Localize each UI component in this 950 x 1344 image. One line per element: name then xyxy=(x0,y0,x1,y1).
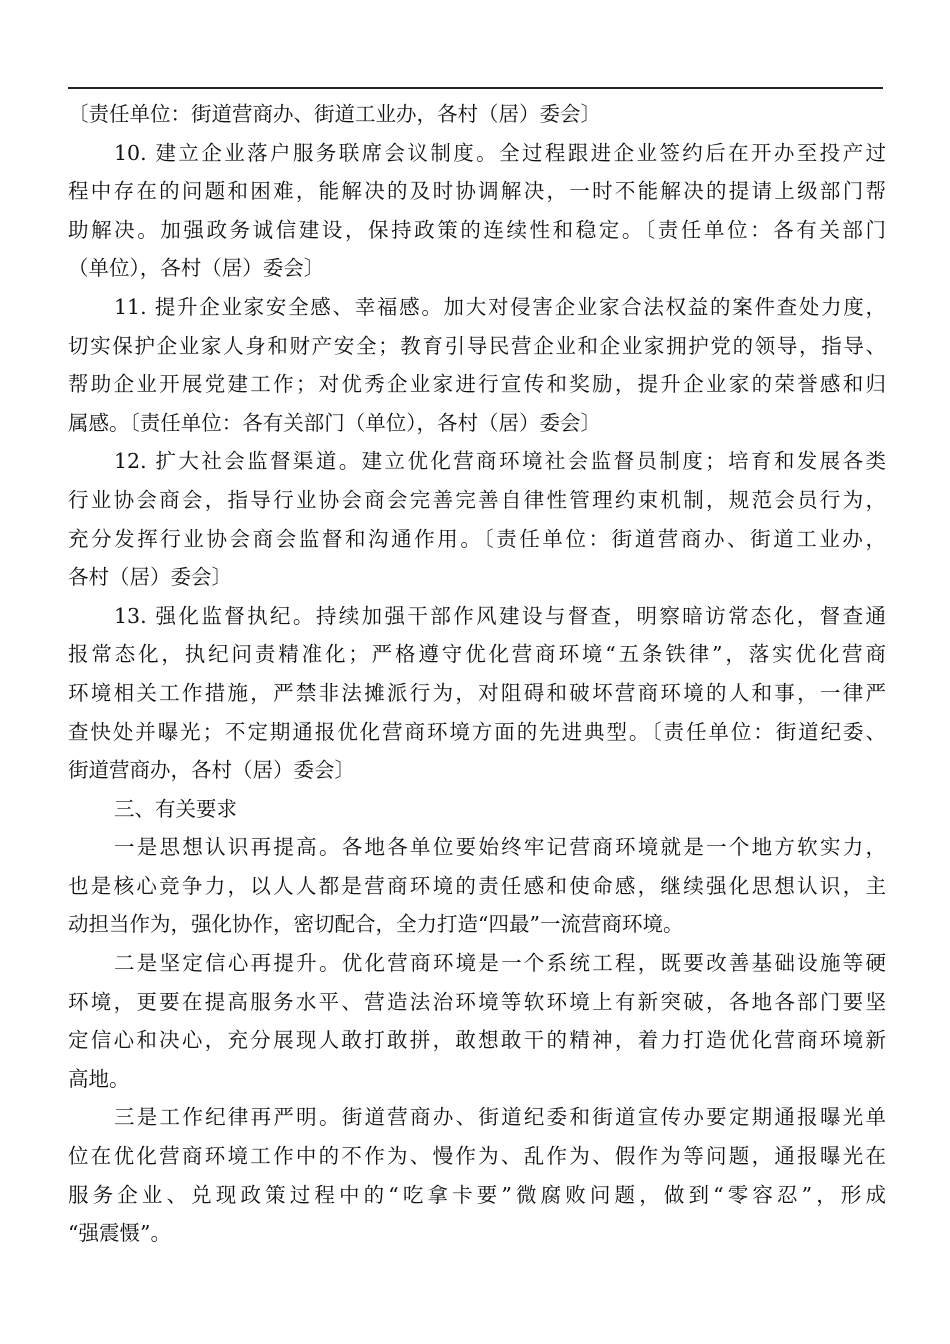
text-line: 环境相关工作措施，严禁非法摊派行为，对阻碍和破坏营商环境的人和事，一律严 xyxy=(68,680,886,705)
text-line: 报常态化，执纪问责精准化；严格遵守优化营商环境“五条铁律”，落实优化营商 xyxy=(68,642,886,667)
paragraph-item-13 xyxy=(68,597,886,790)
text-line: 二是坚定信心再提升。优化营商环境是一个系统工程，既要改善基础设施等硬 xyxy=(114,951,886,976)
text-line: 11. 提升企业家安全感、幸福感。加大对侵害企业家合法权益的案件查处力度， xyxy=(114,294,886,319)
text-line: 查快处并曝光；不定期通报优化营商环境方面的先进典型。〔责任单位：街道纪委、 xyxy=(68,719,886,744)
paragraph-item-10 xyxy=(68,134,886,288)
heading-line: 三、有关要求 xyxy=(114,796,237,821)
paragraph-req-3 xyxy=(68,1098,886,1252)
text-line: 充分发挥行业协会商会监督和沟通作用。〔责任单位：街道营商办、街道工业办， xyxy=(68,526,886,551)
text-line: 三是工作纪律再严明。街道营商办、街道纪委和街道宣传办要定期通报曝光单 xyxy=(114,1105,886,1130)
text-line: 13. 强化监督执纪。持续加强干部作风建设与督查，明察暗访常态化，督查通 xyxy=(114,603,886,628)
text-line: 服务企业、兑现政策过程中的“吃拿卡要”微腐败问题，做到“零容忍”，形成 xyxy=(68,1182,886,1207)
header-rule xyxy=(68,87,883,89)
text-line: 环境，更要在提高服务水平、营造法治环境等软环境上有新突破，各地各部门要坚 xyxy=(68,989,886,1014)
paragraph-item-12 xyxy=(68,442,886,596)
paragraph-req-1 xyxy=(68,828,886,944)
text-line: “强震慑”。 xyxy=(68,1221,171,1246)
paragraph-item-11 xyxy=(68,288,886,442)
paragraph-req-2 xyxy=(68,944,886,1098)
paragraph-responsibility-cont xyxy=(68,95,886,134)
text-line: 动担当作为，强化协作，密切配合，全力打造“四最”一流营商环境。 xyxy=(68,912,684,937)
text-line: 切实保护企业家人身和财产安全；教育引导民营企业和企业家拥护党的领导，指导、 xyxy=(68,333,886,358)
text-line: 各村（居）委会〕 xyxy=(68,565,232,590)
section-heading xyxy=(68,790,886,829)
text-line: 也是核心竞争力，以人人都是营商环境的责任感和使命感，继续强化思想认识，主 xyxy=(68,873,886,898)
text-line: 12. 扩大社会监督渠道。建立优化营商环境社会监督员制度；培育和发展各类 xyxy=(114,449,886,474)
document-body xyxy=(68,95,886,1253)
text-line: 高地。 xyxy=(68,1066,130,1091)
text-line: 定信心和决心，充分展现人敢打敢拼，敢想敢干的精神，着力打造优化营商环境新 xyxy=(68,1028,886,1053)
text-line: 助解决。加强政务诚信建设，保持政策的连续性和稳定。〔责任单位：各有关部门 xyxy=(68,217,886,242)
text-line: 行业协会商会，指导行业协会商会完善完善自律性管理约束机制，规范会员行为， xyxy=(68,487,886,512)
text-line: （单位），各村（居）委会〕 xyxy=(68,256,325,281)
text-line: 街道营商办，各村（居）委会〕 xyxy=(68,758,355,783)
text-line: 程中存在的问题和困难，能解决的及时协调解决，一时不能解决的提请上级部门帮 xyxy=(68,179,886,204)
text-line: 位在优化营商环境工作中的不作为、慢作为、乱作为、假作为等问题，通报曝光在 xyxy=(68,1144,886,1169)
text-line: 帮助企业开展党建工作；对优秀企业家进行宣传和奖励，提升企业家的荣誉感和归 xyxy=(68,372,886,397)
text-line: 一是思想认识再提高。各地各单位要始终牢记营商环境就是一个地方软实力， xyxy=(114,835,886,860)
text-line: 10. 建立企业落户服务联席会议制度。全过程跟进企业签约后在开办至投产过 xyxy=(114,140,886,165)
text-line: 属感。〔责任单位：各有关部门（单位），各村（居）委会〕 xyxy=(68,410,601,435)
text-line: 〔责任单位：街道营商办、街道工业办，各村（居）委会〕 xyxy=(68,102,601,126)
